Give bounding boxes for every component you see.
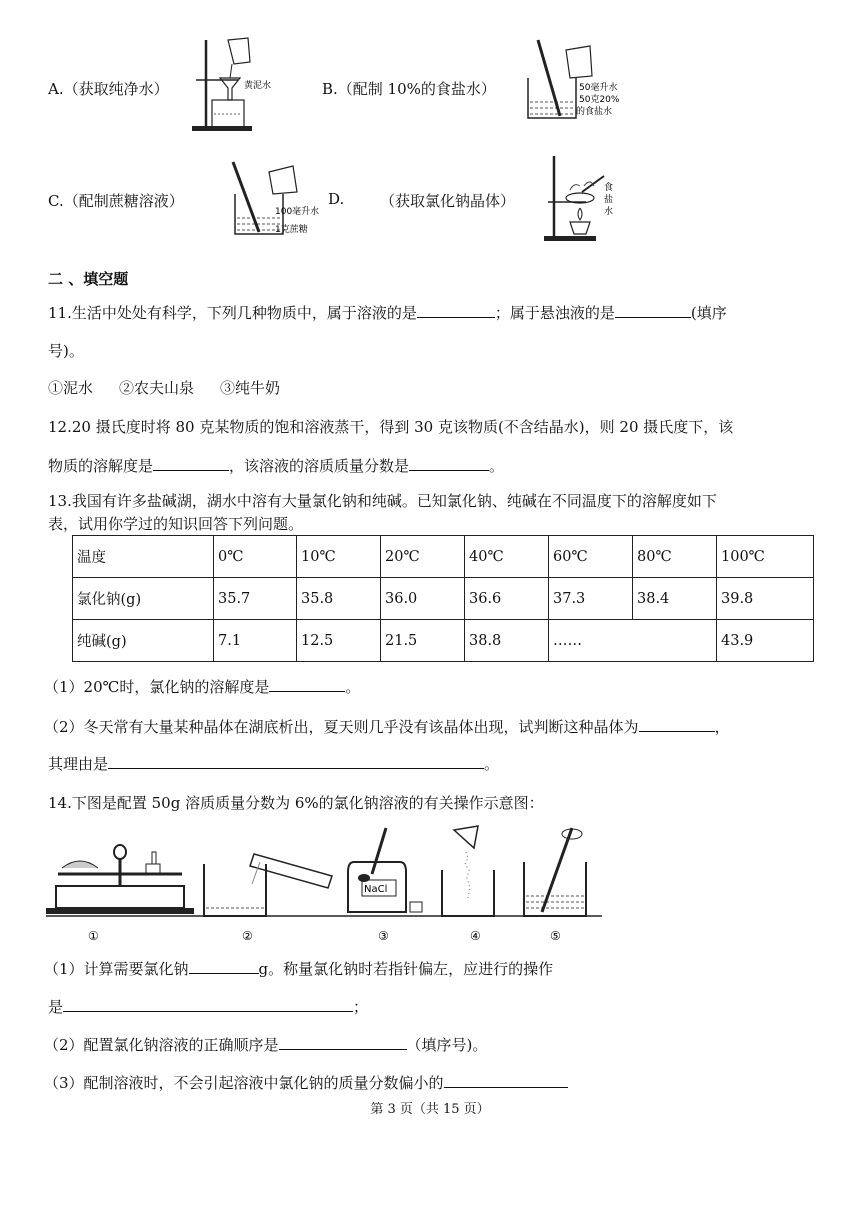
q14-sub2: （2）配置氯化钠溶液的正确顺序是 （填序号)。 [44,1036,488,1054]
q12-line2: 物质的溶解度是 ，该溶液的溶质质量分数是 。 [48,457,505,475]
section-heading: 二 、填空题 [48,270,129,288]
pouring-diagram [204,854,332,916]
balance-diagram [46,845,194,914]
procedure-figure [46,822,606,946]
nacl-bottle-diagram [348,828,422,912]
nacl-label: NaCl [364,884,388,895]
solubility-table [72,535,814,662]
q11-choices: ①泥水 ②农夫山泉 ③纯牛奶 [48,379,281,397]
option-a: A.（获取纯净水） [48,80,169,98]
step-label-3: ③ [378,929,389,943]
table-row: 氯化钠(g) 35.7 35.8 36.0 36.6 37.3 38.4 39.8 [73,578,814,620]
option-c: C.（配制蔗糖溶液） [48,192,184,210]
dissolving-powder-diagram [442,826,494,916]
q13-reason: 其理由是 。 [48,755,500,773]
evaporation-figure [540,152,620,244]
step-label-2: ② [242,929,253,943]
b-label-1: 50毫升水 [579,83,618,93]
q12-blank-fraction[interactable] [409,456,489,471]
q14-blank-cause[interactable] [444,1073,568,1088]
step-label-1: ① [88,929,99,943]
q14-sub3: （3）配制溶液时，不会引起溶液中氯化钠的质量分数偏小的 [44,1072,568,1093]
q14-line1: 14.下图是配置 50g 溶质质量分数为 6%的氯化钠溶液的有关操作示意图： [48,794,544,812]
table-row: 温度 0℃ 10℃ 20℃ 40℃ 60℃ 80℃ 100℃ [73,536,814,578]
table-row: 纯碱(g) 7.1 12.5 21.5 38.8 …… 43.9 [73,620,814,662]
q11-line1: 11.生活中处处有科学，下列几种物质中，属于溶液的是 ；属于悬浊液的是 (填序 [48,304,727,322]
b-label-2: 50克20% [579,95,620,105]
q11-blank-solution[interactable] [417,303,495,318]
q11-blank-suspension[interactable] [615,303,691,318]
filtration-figure [188,34,288,134]
c-label-2: 1克蔗糖 [275,225,308,235]
d-label-3: 水 [604,207,614,217]
q13-sub2: （2）冬天常有大量某种晶体在湖底析出，夏天则几乎没有该晶体出现，试判断这种晶体为 ， [44,718,730,736]
q14-sub1-cont: 是 ； [48,998,369,1016]
q14-sub1: （1）计算需要氯化钠 g。称量氯化钠时若指针偏左，应进行的操作 [44,960,554,978]
q12-blank-solubility[interactable] [153,456,229,471]
q12-line1: 12.20 摄氏度时将 80 克某物质的饱和溶液蒸干，得到 30 克该物质(不含结晶水)，则 20 摄氏度下，该 [48,418,734,436]
option-b: B.（配制 10%的食盐水） [322,80,496,98]
step-label-4: ④ [470,929,481,943]
q14-blank-mass[interactable] [189,959,259,974]
q11-line2: 号)。 [48,342,84,360]
q13-blank-crystal[interactable] [639,717,715,732]
saltwater-figure [522,38,632,128]
sugar-solution-figure [225,160,335,240]
c-label-1: 100毫升水 [275,207,320,217]
muddy-water-label: 黄泥水 [244,81,272,91]
page-footer: 第 3 页（共 15 页） [370,1102,490,1117]
q13-blank-nacl[interactable] [269,677,345,692]
q13-sub1: （1）20℃时，氯化钠的溶解度是 。 [44,678,361,696]
option-d: （获取氯化钠晶体） [380,192,516,210]
q13-line2: 表，试用你学过的知识回答下列问题。 [48,515,304,533]
q13-blank-reason[interactable] [108,754,484,769]
q14-blank-order[interactable] [279,1035,407,1050]
q14-blank-operation[interactable] [63,997,353,1012]
d-label-2: 盐 [604,195,614,205]
step-label-5: ⑤ [550,929,561,943]
stirring-diagram [524,828,586,916]
q13-line1: 13.我国有许多盐碱湖，湖水中溶有大量氯化钠和纯碱。已知氯化钠、纯碱在不同温度下的溶解度如下 [48,492,717,510]
b-label-3: 的食盐水 [576,107,613,117]
d-label-1: 食 [604,183,614,193]
option-d-letter: D. [328,190,345,208]
